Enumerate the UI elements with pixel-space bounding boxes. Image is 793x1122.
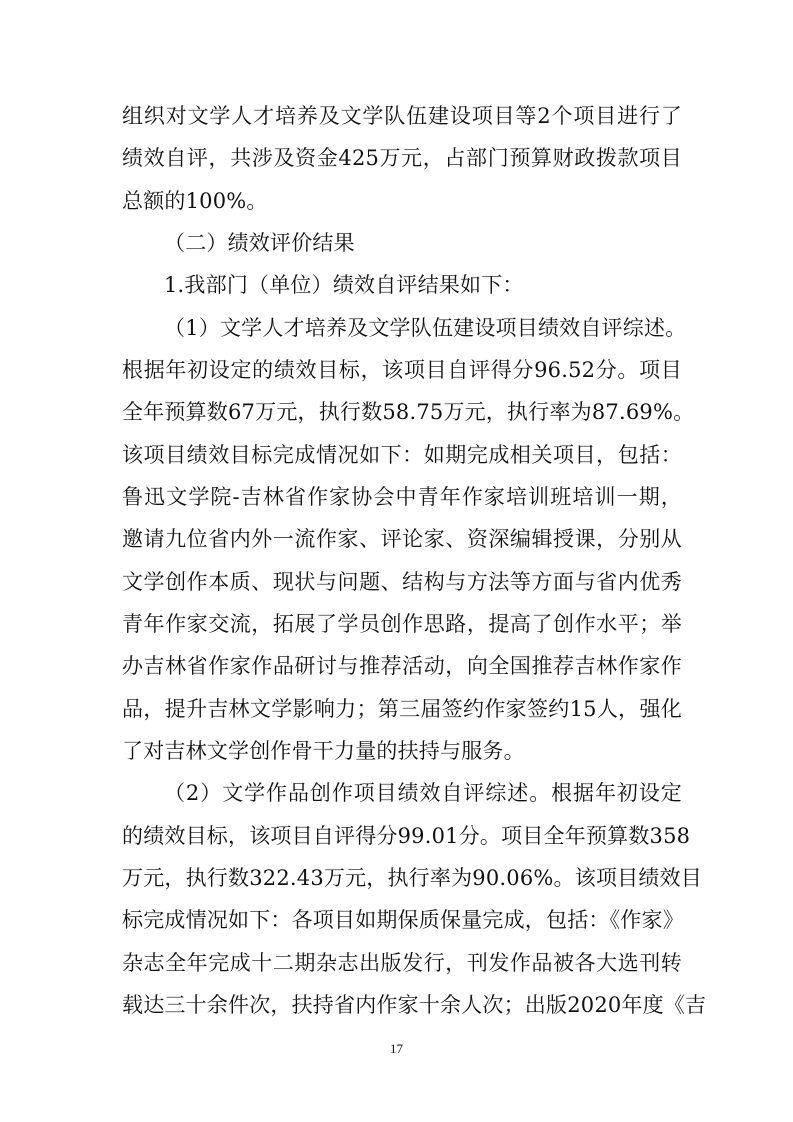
page-number: 17 [390, 1041, 403, 1056]
text-line: 邀请九位省内外一流作家、评论家、资深编辑授课，分别从 [122, 527, 682, 551]
text-line: 文学创作本质、现状与问题、结构与方法等方面与省内优秀 [122, 570, 682, 594]
text-line: 鲁迅文学院-吉林省作家协会中青年作家培训班培训一期， [122, 485, 682, 509]
text-line: 绩效自评，共涉及资金425万元，占部门预算财政拨款项目 [122, 146, 682, 170]
text-line: 该项目绩效目标完成情况如下：如期完成相关项目，包括： [122, 443, 682, 467]
section-heading: （二）绩效评价结果 [164, 231, 355, 255]
text-line: 全年预算数67万元，执行数58.75万元，执行率为87.69%。 [122, 400, 695, 424]
text-line: 杂志全年完成十二期杂志出版发行，刊发作品被各大选刊转 [122, 951, 682, 975]
paragraph-first-line: （2）文学作品创作项目绩效自评综述。根据年初设定 [164, 781, 682, 805]
text-line: 的绩效目标，该项目自评得分99.01分。项目全年预算数358 [122, 824, 691, 848]
subsection-heading: 1.我部门（单位）绩效自评结果如下： [164, 273, 524, 297]
text-line: 了对吉林文学创作骨干力量的扶持与服务。 [122, 739, 525, 763]
text-line: 组织对文学人才培养及文学队伍建设项目等2个项目进行了 [122, 104, 682, 128]
text-line: 万元，执行数322.43万元，执行率为90.06%。该项目绩效目 [122, 866, 702, 890]
paragraph-first-line: （1）文学人才培养及文学队伍建设项目绩效自评综述。 [164, 316, 687, 340]
text-line: 载达三十余件次，扶持省内作家十余人次；出版2020年度《吉 [122, 993, 707, 1017]
text-line: 标完成情况如下：各项目如期保质保量完成，包括：《作家》 [122, 908, 684, 932]
text-line: 品，提升吉林文学影响力；第三届签约作家签约15人，强化 [122, 697, 682, 721]
text-line: 根据年初设定的绩效目标，该项目自评得分96.52分。项目 [122, 358, 682, 382]
text-line: 青年作家交流，拓展了学员创作思路，提高了创作水平；举 [122, 612, 682, 636]
text-line: 总额的100%。 [122, 189, 268, 213]
text-line: 办吉林省作家作品研讨与推荐活动，向全国推荐吉林作家作 [122, 654, 682, 678]
